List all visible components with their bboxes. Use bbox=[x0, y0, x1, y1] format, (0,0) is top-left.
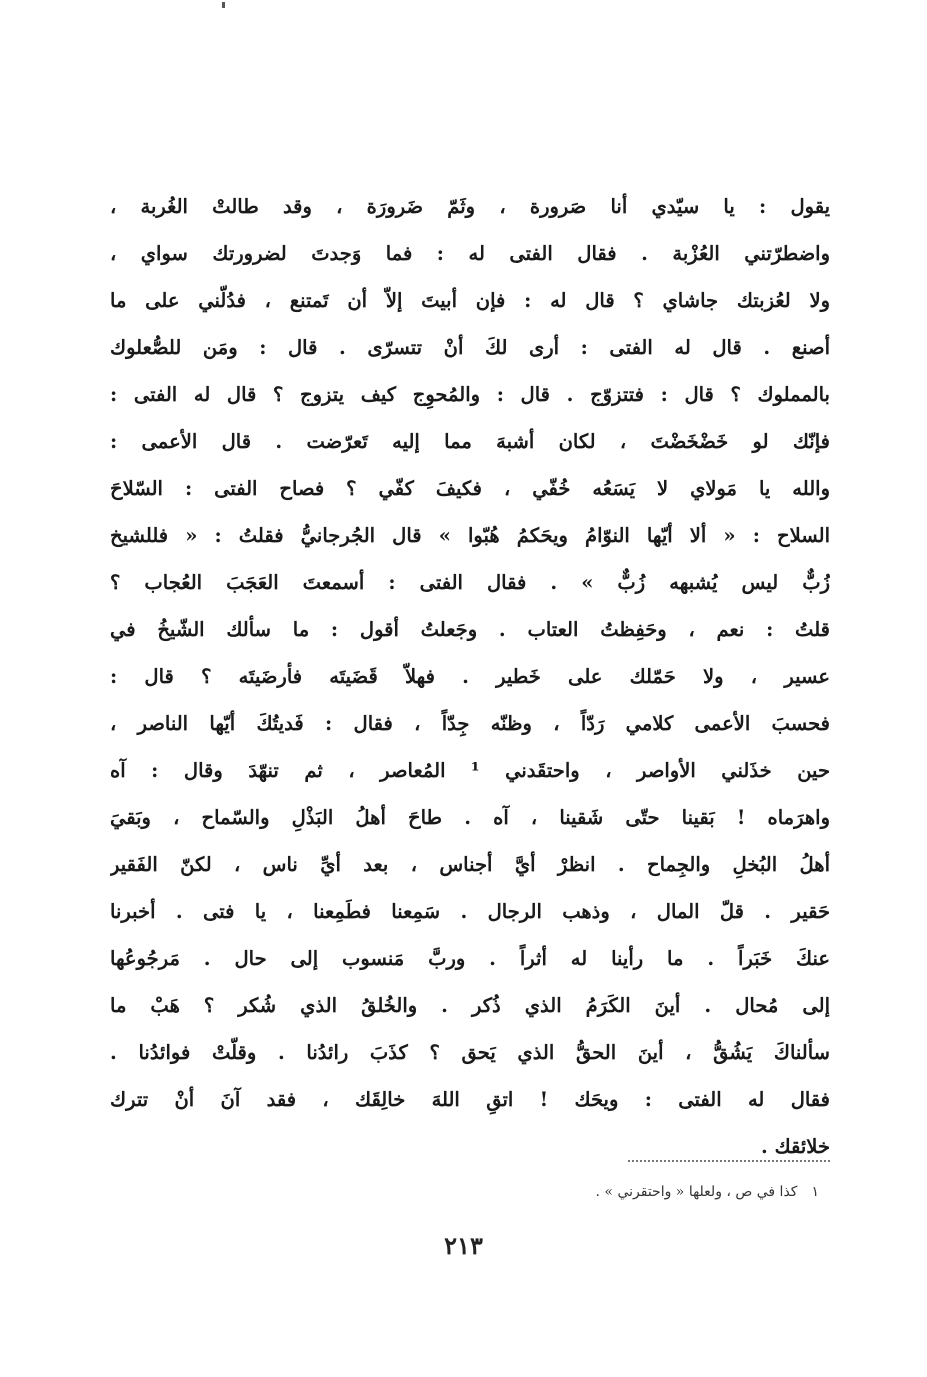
text-line: أصنع . قال له الفتى : أرى لكَ أنْ تتسرّى . قال : ومَن للصُّعلوك bbox=[110, 336, 830, 359]
text-line: فقال له الفتى : ويحَك ! اتقِ اللهَ خالِقَك ، فقد آنَ أنْ تترك bbox=[110, 1088, 830, 1111]
text-line: والله يا مَولاي لا يَسَعُه خُفّي ، فكيفَ كفّي ؟ فصاح الفتى : السّلاحَ bbox=[110, 477, 830, 500]
footnote-separator bbox=[628, 1160, 830, 1162]
text-line: حين خذَلني الأواصر ، واحتقَدني ¹ المُعاصر ، ثم تنهّدَ وقال : آه bbox=[110, 759, 830, 782]
main-text-block bbox=[110, 183, 830, 1170]
page-number: ٢١٣ bbox=[444, 1231, 483, 1260]
text-line-last: خلائقك . bbox=[761, 1135, 830, 1158]
text-line: بالمملوك ؟ قال : فتتزوّج . قال : والمُحوِج كيف يتزوج ؟ قال له الفتى : bbox=[110, 383, 830, 406]
text-line: فإنّك لو خَضْخَضْتَ ، لكان أشبهَ مما إليه تَعرّضت . قال الأعمى : bbox=[110, 430, 830, 453]
text-line: فحسبَ الأعمى كلامي رَدّاً ، وظنّه جِدّاً ، فقال : فَديتُكَ أيّها الناصر ، bbox=[110, 712, 830, 735]
text-line: عسير ، ولا حَمّلك على خَطير . فهلاّ قَضَيتَه فأرضَيتَه ؟ قال : bbox=[110, 665, 830, 688]
text-line: يقول : يا سيّدي أنا صَرورة ، وثَمّ ضَرورَة ، وقد طالتْ الغُربة ، bbox=[110, 195, 830, 218]
text-line: واضطرّتني العُزْبة . فقال الفتى له : فما وَجدتَ لضرورتك سواي ، bbox=[110, 242, 830, 265]
text-line: عنكَ خَبَراً . ما رأينا له أثراً . وربَّ مَنسوب إلى حال . مَرجُوعُها bbox=[110, 947, 830, 970]
text-line: أهلُ البُخلِ والجِماح . انظرْ أيَّ أجناس ، بعد أيِّ ناس ، لكنّ الفَقير bbox=[110, 853, 830, 876]
text-line: قلتُ : نعم ، وحَفِظتُ العتاب . وجَعلتُ أقول : ما سألك الشّيخُ في bbox=[110, 618, 830, 641]
text-line: سألناكَ يَشُقُّ ، أينَ الحقُّ الذي يَحق ؟ كذَبَ رائدُنا . وقلّتْ فوائدُنا . bbox=[110, 1041, 830, 1064]
scan-mark bbox=[222, 2, 225, 8]
text-line: ولا لعُزبتك جاشاي ؟ قال له : فإن أبيتَ إلاّ أن تَمتنع ، فدُلّني على ما bbox=[110, 289, 830, 312]
text-line: السلاح : « ألا أيّها النوّامُ ويحَكمُ هُبّوا » قال الجُرجانيُّ فقلتُ : « فللشيخ bbox=[110, 524, 830, 547]
text-line: زُبٌّ ليس يُشبهه زُبٌّ » . فقال الفتى : أسمعتَ العَجَبَ العُجاب ؟ bbox=[110, 571, 830, 594]
text-line: واهرَماه ! بَقينا حتّى شَقينا ، آه . طاحَ أهلُ البَذْلِ والسّماح ، وبَقيَ bbox=[110, 806, 830, 829]
footnote-number: ١ bbox=[811, 1184, 819, 1200]
footnote-text: كذا في ص ، ولعلها « واحتقرني » . bbox=[595, 1184, 798, 1200]
text-line: حَقير . قلّ المال ، وذهب الرجال . سَمِعنا فطَمِعنا ، يا فتى . أخبرنا bbox=[110, 900, 830, 923]
text-line: إلى مُحال . أينَ الكَرَمُ الذي ذُكر . والخُلقُ الذي شُكر ؟ هَبْ ما bbox=[110, 994, 830, 1017]
footnote bbox=[596, 1184, 819, 1200]
